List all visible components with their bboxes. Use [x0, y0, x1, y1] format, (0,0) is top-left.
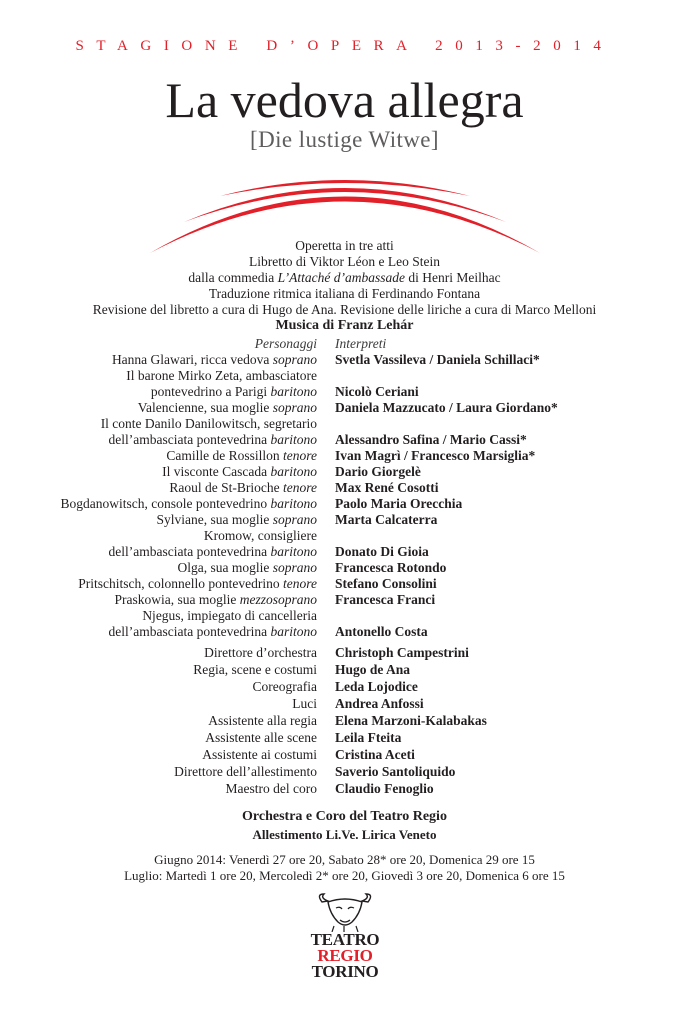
- performer: Francesca Rotondo: [335, 560, 447, 575]
- cast-list: [0, 336, 689, 797]
- cast-row: [0, 400, 689, 416]
- staff-role: Regia, scene e costumi: [193, 662, 317, 677]
- cast-row: [0, 352, 689, 368]
- original-title: [Die lustige Witwe]: [250, 127, 439, 152]
- bull-icon: [314, 892, 376, 932]
- voice-type: baritono: [270, 384, 317, 399]
- libretto-credit: Libretto di Viktor Léon e Leo Stein: [249, 254, 440, 269]
- performer: Alessandro Safina / Mario Cassi*: [335, 432, 527, 447]
- staff-row: [0, 781, 689, 797]
- voice-type: baritono: [270, 464, 317, 479]
- voice-type: tenore: [283, 480, 317, 495]
- character-line: Sylviane, sua moglie soprano: [156, 512, 317, 527]
- performer: Max René Cosotti: [335, 480, 439, 495]
- dates-june: Giugno 2014: Venerdì 27 ore 20, Sabato 28* ore 20, Domenica 29 ore 15: [154, 852, 535, 867]
- character-line: Njegus, impiegato di cancelleria: [142, 608, 317, 623]
- revision-credit: Revisione del libretto a cura di Hugo de Ana. Revisione delle liriche a cura di Marco Melloni: [92, 302, 597, 317]
- character-line: Hanna Glawari, ricca vedova soprano: [111, 352, 317, 367]
- staff-row: [0, 645, 689, 661]
- staff-name: Leila Fteita: [335, 730, 402, 745]
- logo-line-3: TORINO: [311, 962, 379, 981]
- cast-row: [0, 608, 689, 640]
- staff-name: Hugo de Ana: [335, 662, 411, 677]
- character: [0, 448, 335, 464]
- teatro-regio-logo: [300, 892, 390, 980]
- staff-role: Maestro del coro: [225, 781, 317, 796]
- cast-row: [0, 576, 689, 592]
- cast-row: [0, 416, 689, 448]
- character: [0, 512, 335, 528]
- character-line: Valencienne, sua moglie soprano: [137, 400, 317, 415]
- performer: Donato Di Gioia: [335, 544, 429, 559]
- music-credit: Musica di Franz Lehár: [275, 318, 414, 333]
- staff-row: [0, 764, 689, 780]
- staff-role: Direttore d’orchestra: [204, 645, 317, 660]
- performers-heading: Interpreti: [335, 336, 387, 351]
- character: [0, 368, 335, 400]
- staff-role: Assistente alle scene: [205, 730, 317, 745]
- character-line: Il conte Danilo Danilowitsch, segretario: [100, 416, 317, 431]
- character: [0, 464, 335, 480]
- staff-rows: [0, 645, 689, 797]
- logo-line-2: REGIO: [317, 946, 373, 965]
- cast-header: [0, 336, 689, 352]
- source-credit: [0, 270, 689, 286]
- character-line: Raoul de St-Brioche tenore: [169, 480, 317, 495]
- cast-rows: [0, 352, 689, 640]
- character-line: Praskowia, sua moglie mezzosoprano: [114, 592, 317, 607]
- voice-type: soprano: [272, 352, 317, 367]
- staff-name: Saverio Santoliquido: [335, 764, 456, 779]
- character-line: Il visconte Cascada baritono: [162, 464, 317, 479]
- performer: Antonello Costa: [335, 624, 428, 639]
- character: [0, 352, 335, 368]
- performer: Francesca Franci: [335, 592, 436, 607]
- cast-row: [0, 592, 689, 608]
- voice-type: tenore: [283, 448, 317, 463]
- character-line: dell’ambasciata pontevedrina baritono: [108, 544, 317, 559]
- credits-intro: [0, 238, 689, 334]
- staff-row: [0, 696, 689, 712]
- voice-type: soprano: [272, 560, 317, 575]
- staff-name: Christoph Campestrini: [335, 645, 469, 660]
- staff-row: [0, 747, 689, 763]
- page-title: La vedova allegra: [165, 72, 524, 128]
- performer: Stefano Consolini: [335, 576, 437, 591]
- voice-type: soprano: [272, 400, 317, 415]
- voice-type: baritono: [270, 432, 317, 447]
- staff-row: [0, 662, 689, 678]
- performer: Svetla Vassileva / Daniela Schillaci*: [335, 352, 540, 367]
- cast-row: [0, 560, 689, 576]
- source-prefix: dalla commedia: [188, 270, 278, 285]
- staff-name: Elena Marzoni-Kalabakas: [335, 713, 487, 728]
- production-credit: Allestimento Li.Ve. Lirica Veneto: [252, 827, 437, 842]
- cast-row: [0, 496, 689, 512]
- orchestra-credit: Orchestra e Coro del Teatro Regio: [242, 809, 447, 824]
- voice-type: baritono: [270, 624, 317, 639]
- staff-name: Cristina Aceti: [335, 747, 415, 762]
- cast-row: [0, 464, 689, 480]
- character: [0, 416, 335, 448]
- dates-july: Luglio: Martedì 1 ore 20, Mercoledì 2* ore 20, Giovedì 3 ore 20, Domenica 6 ore 15: [124, 868, 565, 883]
- character: [0, 496, 335, 512]
- cast-row: [0, 448, 689, 464]
- voice-type: soprano: [272, 512, 317, 527]
- character: [0, 608, 335, 640]
- character: [0, 400, 335, 416]
- characters-heading: Personaggi: [254, 336, 317, 351]
- cast-row: [0, 512, 689, 528]
- character-line: dell’ambasciata pontevedrina baritono: [108, 624, 317, 639]
- staff-name: Claudio Fenoglio: [335, 781, 434, 796]
- logo-line-1: TEATRO: [310, 930, 380, 949]
- staff-role: Coreografia: [252, 679, 317, 694]
- performer: Dario Giorgelè: [335, 464, 421, 479]
- character-line: Pritschitsch, colonnello pontevedrino tenore: [78, 576, 317, 591]
- character: [0, 576, 335, 592]
- performance-dates: [0, 852, 689, 884]
- voice-type: baritono: [270, 496, 317, 511]
- staff-row: [0, 713, 689, 729]
- character-line: Kromow, consigliere: [203, 528, 317, 543]
- genre: Operetta in tre atti: [295, 238, 394, 253]
- source-suffix: di Henri Meilhac: [404, 270, 501, 285]
- season-heading: STAGIONE D’OPERA 2013-2014: [75, 38, 614, 54]
- spacer: [0, 640, 689, 644]
- staff-row: [0, 730, 689, 746]
- staff-role: Luci: [292, 696, 317, 711]
- character-line: Bogdanowitsch, console pontevedrino baritono: [60, 496, 317, 511]
- staff-role: Assistente ai costumi: [202, 747, 317, 762]
- translation-credit: Traduzione ritmica italiana di Ferdinando Fontana: [208, 286, 481, 301]
- character: [0, 560, 335, 576]
- source-title: L’Attaché d’ambassade: [277, 270, 405, 285]
- character: [0, 480, 335, 496]
- voice-type: tenore: [283, 576, 317, 591]
- cast-row: [0, 528, 689, 560]
- staff-name: Leda Lojodice: [335, 679, 418, 694]
- voice-type: baritono: [270, 544, 317, 559]
- performer: Paolo Maria Orecchia: [335, 496, 463, 511]
- performer: Daniela Mazzucato / Laura Giordano*: [335, 400, 558, 415]
- character: [0, 528, 335, 560]
- voice-type: mezzosoprano: [239, 592, 317, 607]
- performer: Marta Calcaterra: [335, 512, 438, 527]
- staff-role: Assistente alla regia: [208, 713, 317, 728]
- character-line: Il barone Mirko Zeta, ambasciatore: [126, 368, 317, 383]
- character-line: Olga, sua moglie soprano: [177, 560, 317, 575]
- cast-row: [0, 480, 689, 496]
- character-line: Camille de Rossillon tenore: [166, 448, 317, 463]
- staff-name: Andrea Anfossi: [335, 696, 424, 711]
- cast-row: [0, 368, 689, 400]
- performer: Ivan Magrì / Francesco Marsiglia*: [335, 448, 536, 463]
- staff-row: [0, 679, 689, 695]
- character-line: pontevedrino a Parigi baritono: [150, 384, 317, 399]
- footer: [0, 808, 689, 884]
- staff-role: Direttore dell’allestimento: [174, 764, 317, 779]
- character: [0, 592, 335, 608]
- performer: Nicolò Ceriani: [335, 384, 419, 399]
- character-line: dell’ambasciata pontevedrina baritono: [108, 432, 317, 447]
